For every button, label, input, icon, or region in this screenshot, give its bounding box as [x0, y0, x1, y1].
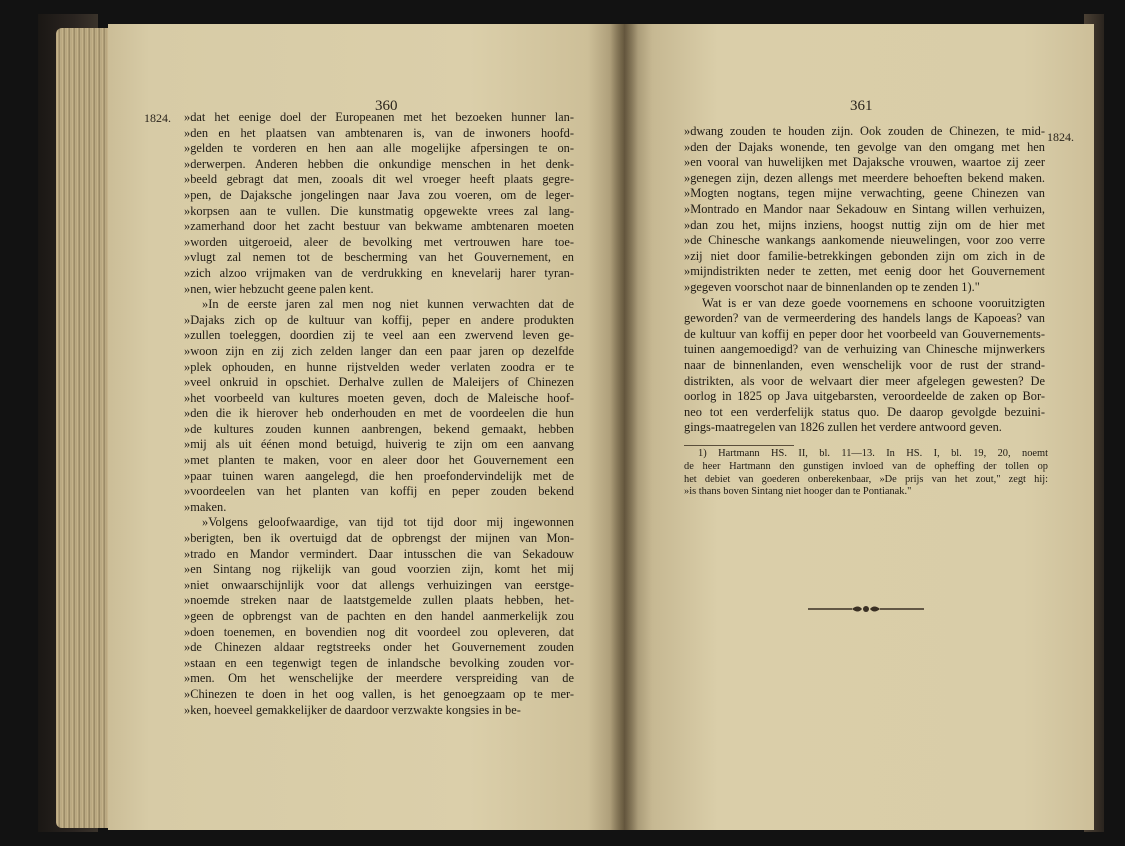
text-line: Wat is er van deze goede voornemens en schoone vooruitzigten	[702, 295, 1045, 310]
text-line: geworden? van de vermeerdering des handels langs de Kapoeas? van	[684, 311, 1045, 326]
footnote-line: 1) Hartmann HS. II, bl. 11—13. In HS. I, bl. 19, 20, noemt	[698, 448, 1048, 459]
text-line: »dat het eenige doel der Europeanen met het bezoeken hunner lan-	[184, 110, 574, 124]
text-line: neo tot een verderfelijk status quo. De daarop gevolgde bezuini-	[684, 404, 1045, 419]
text-line: oorlog in 1825 op Java uitgebarsten, veroordeelde de zaken op Bor-	[684, 389, 1045, 404]
text-line: »gelden te vorderen en hen aan alle mogelijke afpersingen te on-	[184, 141, 574, 156]
text-line: »dan zou het, mijns inziens, hoogst nuttig zijn om de hier met	[684, 217, 1045, 232]
text-line: »noemde streken naar de laatstgemelde zullen plaats hebben, het-	[184, 593, 574, 608]
text-line: de kultuur van koffij en peper door het voorbeeld van Gouvernements-	[684, 326, 1045, 341]
text-line: »ken, hoeveel gemakkelijker de daardoor verzwakte kongsies in be-	[184, 702, 521, 717]
text-line: naar de binnenlanden, even wenschelijk voor de rust der strand-	[684, 357, 1045, 372]
text-line: »de kultures zouden kunnen aanbrengen, bekend gemaakt, hebben	[184, 421, 574, 436]
text-line: »zij niet door familie-betrekkingen gebonden zijn om zich in de	[684, 248, 1045, 263]
open-book	[38, 14, 1104, 832]
page-number: 360	[375, 98, 398, 114]
text-line: »den en het plaatsen van ambtenaren is, van de inwoners hoofd-	[184, 125, 574, 140]
text-line: »men. Om het wenschelijke der meerdere verspreiding van de	[184, 671, 574, 686]
text-line: »doen toenemen, en bovendien nog dit voordeel zou opleveren, dat	[184, 624, 574, 639]
left-page	[108, 24, 624, 830]
text-line: »staan en een tegenwigt tegen de inlandsche bevolking zouden vor-	[184, 655, 574, 670]
text-line: »Montrado en Mandor naar Sekadouw en Sintang willen verhuizen,	[684, 201, 1045, 216]
text-line: tuinen aangemoedigd? van de verhuizing van Chinesche mijnwerkers	[684, 342, 1045, 357]
text-line: »vlugt zal nemen tot de bescherming van het Gouvernement, en	[184, 250, 574, 265]
text-line: »berigten, ben ik overtuigd dat de opbrengst der mijnen van Mon-	[184, 531, 574, 546]
text-line: »paar tuinen waren aangelegd, die hen proefondervindelijk met de	[184, 468, 574, 483]
text-line: »voordeelen van het planten van koffij en peper zouden bekend	[184, 484, 574, 499]
text-line: »beeld gebragt dat men, zooals dit wel vroeger heeft plaats gegre-	[184, 172, 574, 187]
text-line: »het voorbeeld van kultures moeten geven, doch de Maleische hoof-	[184, 390, 574, 405]
text-line: »gegeven voorschot naar de binnenlanden op te zenden 1)."	[684, 279, 980, 294]
text-line: »met planten te maken, voor en aleer door het Gouvernement een	[184, 453, 574, 468]
footnote-line: de heer Hartmann den gunstigen invloed van de opheffing der tollen op	[684, 460, 1048, 472]
text-line: distrikten, als voor de welvaart dier meer afgelegen gewesten? De	[684, 373, 1045, 388]
right-page	[624, 24, 1094, 830]
text-line: »Dajaks zich op de kultuur van koffij, peper en andere produkten	[184, 312, 574, 327]
body-text	[684, 124, 1045, 436]
text-line: »trado en Mandor vermindert. Daar intusschen die van Sekadouw	[184, 546, 574, 561]
page-number: 361	[850, 98, 873, 114]
text-line: »maken.	[184, 499, 227, 514]
text-line: »derwerpen. Anderen hebben die onkundige menschen in het denk-	[184, 156, 574, 171]
text-line: »Volgens geloofwaardige, van tijd tot tijd door mij ingewonnen	[202, 515, 574, 530]
ornament-divider	[806, 604, 926, 614]
text-line: »zamerhand door het zacht bestuur van bekwame ambtenaren moeten	[184, 219, 574, 234]
body-text	[184, 110, 574, 718]
text-line: »worden uitgeroeid, aleer de bevolking met vertrouwen hare toe-	[184, 234, 574, 249]
text-line: »den der Dajaks wonende, ten gevolge van den omgang met hen	[684, 139, 1045, 154]
text-line: »de Chinesche wankangs aankomende nieuwelingen, voor zoo verre	[684, 233, 1045, 248]
text-line: »dwang zouden te houden zijn. Ook zouden de Chinezen, te mid-	[684, 124, 1045, 138]
text-line: »de Chinezen aldaar regtstreeks onder het Gouvernement zouden	[184, 640, 574, 655]
text-line: »plek ophouden, en hunne rijstvelden weder verlaten zoodra er te	[184, 359, 574, 374]
footnote-rule	[684, 445, 794, 446]
footnote	[684, 448, 1048, 499]
text-line: »nen, wier hebzucht geene palen kent.	[184, 281, 374, 296]
margin-year: 1824.	[144, 111, 171, 125]
text-line: »genegen zijn, dezen allengs met meerdere behoeften bekend maken.	[684, 170, 1045, 185]
text-line: »veel onkruid in opschiet. Derhalve zullen de Maleijers of Chinezen	[184, 375, 574, 390]
text-line: »Mogten nogtans, tegen mijne verwachting, geene Chinezen van	[684, 186, 1045, 201]
text-line: »In de eerste jaren zal men nog niet kunnen verwachten dat de	[202, 297, 574, 312]
text-line: »en vooral van huwelijken met Dajaksche vrouwen, waartoe zij zeer	[684, 155, 1045, 170]
text-line: »en Sintang nog rijkelijk van goud voorzien zijn, komt het mij	[184, 562, 574, 577]
text-line: »woon zijn en zij zich zelden langer dan een paar jaren op dezelfde	[184, 343, 574, 358]
text-line: gings-maatregelen van 1826 zullen het verdere antwoord geven.	[684, 420, 1002, 435]
text-line: »den die ik hierover heb onderhouden en met de voordeelen die hun	[184, 406, 574, 421]
footnote-line: het debiet van goederen onberekenbaar, »De prijs van het zout," zegt hij:	[684, 473, 1048, 485]
footnote-line: »is thans boven Sintang niet hooger dan te Pontianak."	[684, 486, 912, 498]
text-line: »mijndistrikten neder te zetten, met eenig door het Gouvernement	[684, 264, 1045, 279]
margin-year: 1824.	[1047, 130, 1074, 144]
text-line: »mij als uit éénen mond betuigd, huiverig te zijn om een aanvang	[184, 437, 574, 452]
text-line: »niet onwaarschijnlijk voor dat allengs verhuizingen van eerstge-	[184, 577, 574, 592]
text-line: »korpsen aan te vullen. Die kunstmatig opgewekte vrees zal lang-	[184, 203, 574, 218]
text-line: »zich alzoo vrijmaken van de verdrukking en knevelarij harer tyran-	[184, 265, 574, 280]
book-gutter	[610, 24, 638, 830]
text-line: »geen de opbrengst van de pachten en den handel aanmerkelijk zou	[184, 609, 574, 623]
text-line: »Chinezen te doen in het oog vallen, is het genoegzaam op te mer-	[184, 686, 574, 701]
text-line: »zullen toeleggen, doordien zij te veel aan een zwervend leven ge-	[184, 328, 574, 343]
text-line: »pen, de Dajaksche jongelingen naar Java zou voeren, om de leger-	[184, 187, 574, 202]
